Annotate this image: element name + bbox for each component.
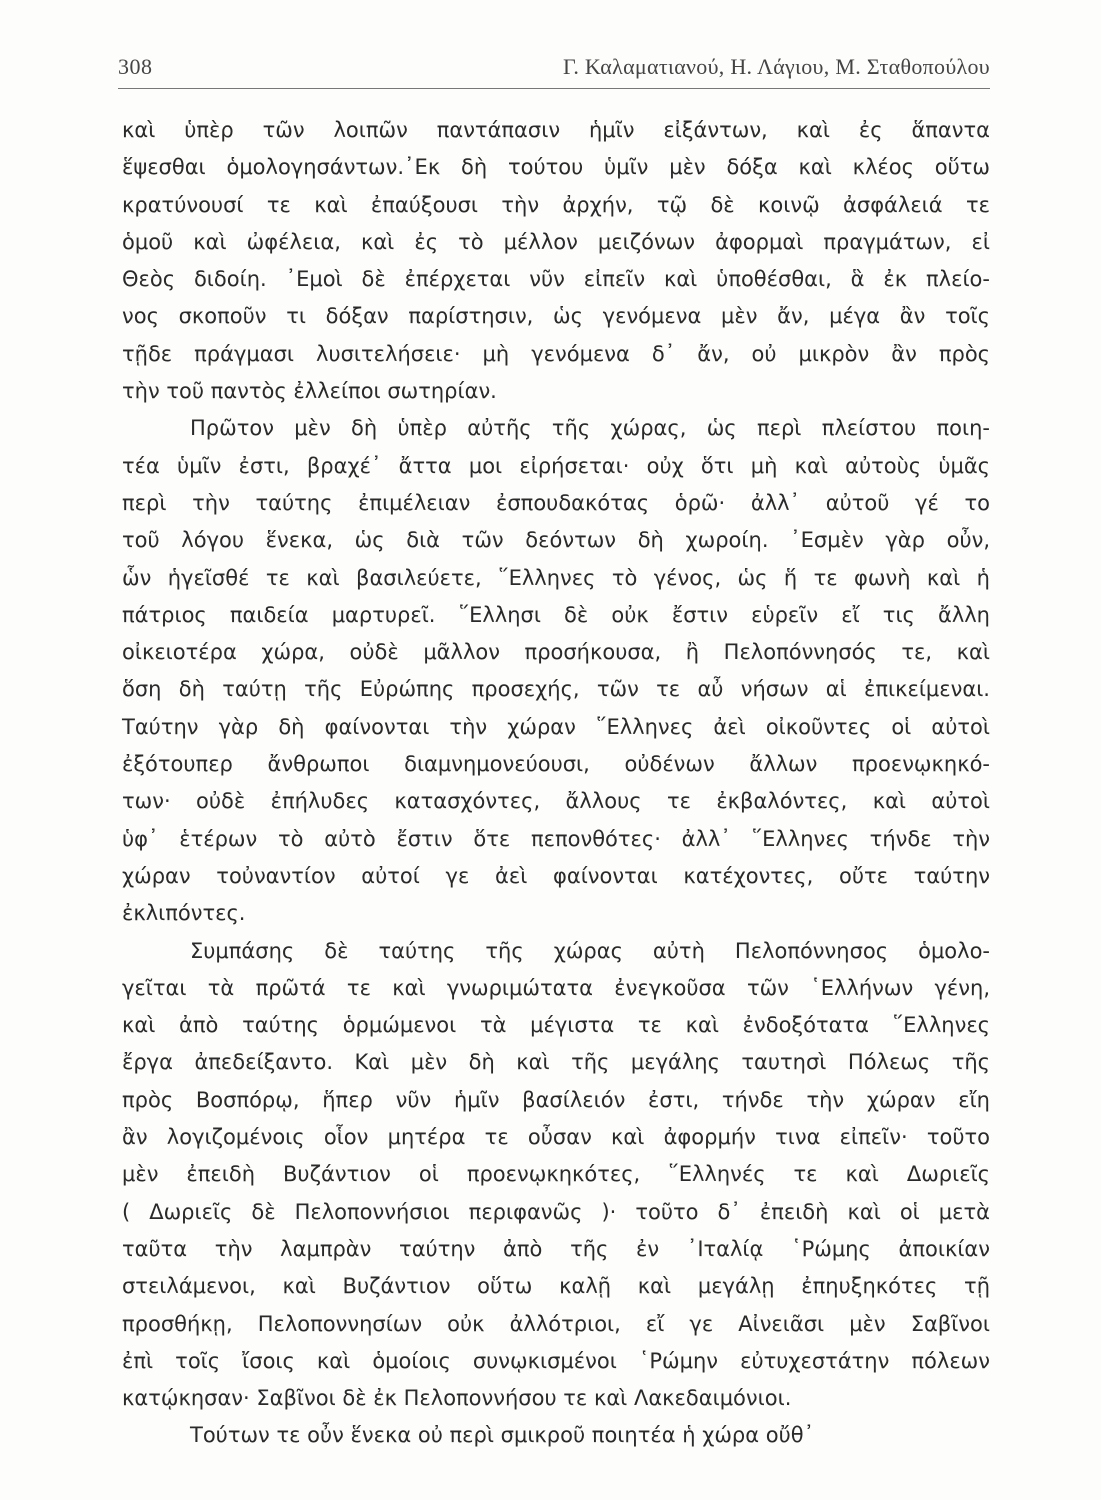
page-number: 308 <box>118 54 153 79</box>
text-line: τῇδε πράγμασι λυσιτελήσειε· μὴ γενόμενα δ᾽ ἄν, οὐ μικρὸν ἂν πρὸς <box>122 341 990 366</box>
text-line: νος σκοποῦν τι δόξαν παρίστησιν, ὡς γενόμενα μὲν ἄν, μέγα ἂν τοῖς <box>122 304 990 329</box>
text-line: Πρῶτον μὲν δὴ ὑπὲρ αὐτῆς τῆς χώρας, ὡς περὶ πλείστου ποιη- <box>190 416 990 441</box>
text-line: χώραν τοὐναντίον αὐτοί γε ἀεὶ φαίνονται κατέχοντες, οὔτε ταύτην <box>122 863 990 888</box>
text-line: πρὸς Βοσπόρῳ, ἥπερ νῦν ἡμῖν βασίλειόν ἐστι, τήνδε τὴν χώραν εἴη <box>122 1087 990 1112</box>
text-line: προσθήκῃ, Πελοποννησίων οὐκ ἀλλότριοι, εἴ γε Αἰνειᾶσι μὲν Σαβῖνοι <box>122 1311 990 1336</box>
paragraph <box>122 933 990 1418</box>
text-line: Θεὸς διδοίη. ᾽Εμοὶ δὲ ἐπέρχεται νῦν εἰπεῖν καὶ ὑποθέσθαι, ἃ ἐκ πλείο- <box>122 267 990 292</box>
text-line: Τούτων τε οὖν ἕνεκα οὐ περὶ σμικροῦ ποιητέα ἡ χώρα οὔθ᾽ <box>190 1423 815 1448</box>
text-line: ἐξότουπερ ἄνθρωποι διαμνημονεύουσι, οὐδένων ἄλλων προενῳκηκό- <box>122 752 990 777</box>
text-line: καὶ ἀπὸ ταύτης ὁρμώμενοι τὰ μέγιστα τε καὶ ἐνδοξότατα ῞Ελληνες <box>122 1013 990 1038</box>
text-line: τὴν τοῦ παντὸς ἐλλείποι σωτηρίαν. <box>122 379 497 404</box>
text-line: ταῦτα τὴν λαμπρὰν ταύτην ἀπὸ τῆς ἐν ᾽Ιταλίᾳ ῾Ρώμης ἀποικίαν <box>122 1236 990 1261</box>
page-header <box>118 48 990 89</box>
text-line: γεῖται τὰ πρῶτά τε καὶ γνωριμώτατα ἐνεγκοῦσα τῶν ῾Ελλήνων γένη, <box>122 975 990 1000</box>
paragraph <box>122 112 990 410</box>
text-line: κρατύνουσί τε καὶ ἐπαύξουσι τὴν ἀρχήν, τῷ δὲ κοινῷ ἀσφάλειά τε <box>122 192 990 217</box>
text-line: τοῦ λόγου ἕνεκα, ὡς διὰ τῶν δεόντων δὴ χωροίη. ᾽Εσμὲν γὰρ οὖν, <box>122 528 990 553</box>
text-line: ὅση δὴ ταύτῃ τῆς Εὐρώπης προσεχής, τῶν τε αὖ νήσων αἱ ἐπικείμεναι. <box>122 677 990 702</box>
text-line: ἔργα ἀπεδείξαντο. Καὶ μὲν δὴ καὶ τῆς μεγάλης ταυτησὶ Πόλεως τῆς <box>122 1050 990 1075</box>
text-line: Συμπάσης δὲ ταύτης τῆς χώρας αὐτὴ Πελοπόννησος ὁμολο- <box>190 938 990 963</box>
text-line: ὁμοῦ καὶ ὠφέλεια, καὶ ἐς τὸ μέλλον μειζόνων ἀφορμαὶ πραγμάτων, εἰ <box>122 229 990 254</box>
body-text <box>122 112 990 1455</box>
text-line: ἐπὶ τοῖς ἴσοις καὶ ὁμοίοις συνῳκισμένοι ῾Ρώμην εὐτυχεστάτην πόλεων <box>122 1348 990 1373</box>
running-head: Γ. Καλαματιανού, Η. Λάγιου, Μ. Σταθοπούλου <box>562 54 990 79</box>
text-line: ἕψεσθαι ὁμολογησάντων.᾽Εκ δὴ τούτου ὑμῖν μὲν δόξα καὶ κλέος οὕτω <box>122 155 990 180</box>
text-line: ὧν ἡγεῖσθέ τε καὶ βασιλεύετε, ῞Ελληνες τὸ γένος, ὡς ἥ τε φωνὴ καὶ ἡ <box>122 565 990 590</box>
text-line: ὑφ᾽ ἑτέρων τὸ αὐτὸ ἔστιν ὅτε πεπονθότες· ἀλλ᾽ ῞Ελληνες τήνδε τὴν <box>122 826 990 851</box>
text-line: ( Δωριεῖς δὲ Πελοποννήσιοι περιφανῶς )· τοῦτο δ᾽ ἐπειδὴ καὶ οἱ μετὰ <box>122 1199 990 1224</box>
text-line: Ταύτην γὰρ δὴ φαίνονται τὴν χώραν ῞Ελληνες ἀεὶ οἰκοῦντες οἱ αὐτοὶ <box>122 714 990 739</box>
text-line: κατῴκησαν· Σαβῖνοι δὲ ἐκ Πελοποννήσου τε καὶ Λακεδαιμόνιοι. <box>122 1386 792 1411</box>
text-line: στειλάμενοι, καὶ Βυζάντιον οὕτω καλῇ καὶ μεγάλῃ ἐπηυξηκότες τῇ <box>122 1274 990 1299</box>
text-line: περὶ τὴν ταύτης ἐπιμέλειαν ἐσπουδακότας ὁρῶ· ἀλλ᾽ αὐτοῦ γέ το <box>122 490 990 515</box>
text-line: οἰκειοτέρα χώρα, οὐδὲ μᾶλλον προσήκουσα, ἢ Πελοπόννησός τε, καὶ <box>122 640 990 665</box>
text-line: καὶ ὑπὲρ τῶν λοιπῶν παντάπασιν ἡμῖν εἰξάντων, καὶ ἐς ἅπαντα <box>122 118 990 142</box>
paragraph <box>122 410 990 932</box>
paragraph <box>122 1417 990 1454</box>
text-line: ἂν λογιζομένοις οἷον μητέρα τε οὖσαν καὶ ἀφορμήν τινα εἰπεῖν· τοῦτο <box>122 1125 990 1150</box>
text-line: τέα ὑμῖν ἐστι, βραχέ᾽ ἄττα μοι εἰρήσεται· οὐχ ὅτι μὴ καὶ αὐτοὺς ὑμᾶς <box>122 453 990 478</box>
text-line: των· οὐδὲ ἐπήλυδες κατασχόντες, ἄλλους τε ἐκβαλόντες, καὶ αὐτοὶ <box>122 789 990 814</box>
text-line: ἐκλιπόντες. <box>122 901 246 926</box>
text-line: πάτριος παιδεία μαρτυρεῖ. ῞Ελλησι δὲ οὐκ ἔστιν εὑρεῖν εἴ τις ἄλλη <box>122 602 990 627</box>
text-line: μὲν ἐπειδὴ Βυζάντιον οἱ προενῳκηκότες, ῞Ελληνές τε καὶ Δωριεῖς <box>122 1162 990 1187</box>
